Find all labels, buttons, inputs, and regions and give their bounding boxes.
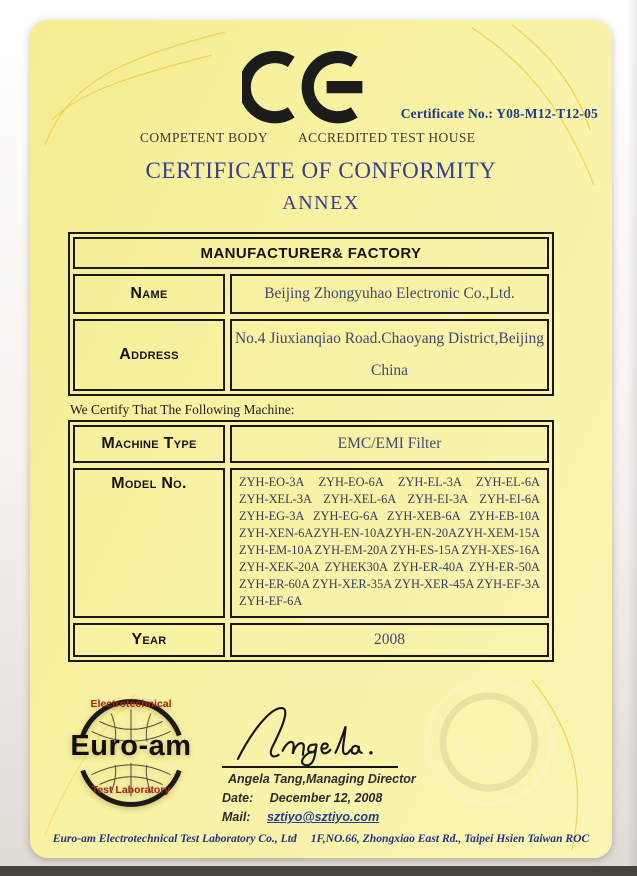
year-label: Year bbox=[131, 631, 167, 648]
competent-body-text: COMPETENT BODY bbox=[140, 130, 268, 145]
photo-edge-shade bbox=[627, 0, 637, 876]
mail-label: Mail: bbox=[222, 810, 251, 824]
badge-name-text: Euro-am bbox=[70, 730, 192, 762]
photo-bottom-strip bbox=[0, 866, 637, 876]
accredited-test-house-text: ACCREDITED TEST HOUSE bbox=[297, 130, 476, 145]
model-line bbox=[239, 474, 540, 491]
date-value: December 12, 2008 bbox=[269, 791, 383, 805]
document-title: CERTIFICATE OF CONFORMITY bbox=[145, 158, 497, 183]
model-number: ZYH-XEB-6A bbox=[386, 509, 461, 523]
model-label-cell bbox=[73, 468, 225, 618]
model-number: ZYH-EB-10A bbox=[469, 509, 540, 523]
model-line bbox=[239, 491, 540, 508]
year-value-cell bbox=[230, 623, 549, 657]
model-line bbox=[239, 593, 540, 610]
model-label: Model No. bbox=[111, 475, 187, 492]
model-number: ZYH-EM-20A bbox=[314, 543, 389, 557]
model-number: ZYH-XER-35A bbox=[312, 577, 393, 591]
model-number: ZYH-XEK-20A bbox=[239, 560, 320, 574]
machine-type-value-cell bbox=[230, 425, 549, 463]
signature-line bbox=[222, 766, 398, 768]
model-number: ZYH-EG-3A bbox=[239, 509, 305, 523]
certify-statement: We Certify That The Following Machine: bbox=[70, 402, 295, 417]
address-label: Address bbox=[119, 346, 179, 363]
model-lines bbox=[230, 468, 549, 618]
footer-address: 1F,NO.66, Zhongxiao East Rd., Taipei Hsien Taiwan ROC bbox=[310, 832, 590, 845]
model-number: ZYH-EF-3A bbox=[476, 577, 540, 591]
mail-address: sztiyo@sztiyo.com bbox=[266, 810, 380, 824]
year-label-cell bbox=[73, 623, 225, 657]
machine-type-label-cell bbox=[73, 425, 225, 463]
model-number: ZYH-EF-6A bbox=[239, 594, 303, 608]
certificate-number-value: Y08-M12-T12-05 bbox=[496, 106, 598, 121]
red-embossed-seal-icon bbox=[405, 658, 573, 826]
model-number: ZYH-EM-10A bbox=[239, 543, 313, 557]
model-number: ZYH-EI-6A bbox=[479, 492, 540, 506]
model-number: ZYH-EG-6A bbox=[312, 509, 379, 523]
manufacturer-header-text: MANUFACTURER& FACTORY bbox=[200, 244, 422, 262]
model-number: ZYH-ER-40A bbox=[393, 560, 464, 574]
name-label-cell bbox=[73, 274, 225, 314]
euro-am-badge-icon bbox=[52, 672, 210, 834]
model-number: ZYH-XER-45A bbox=[394, 577, 475, 591]
address-line-2: China bbox=[370, 362, 409, 379]
model-number: ZYH-ER-50A bbox=[469, 560, 540, 574]
certificate-number bbox=[401, 106, 598, 122]
machine-type-label: Machine Type bbox=[101, 435, 197, 452]
model-number: ZYH-EL-3A bbox=[397, 475, 462, 489]
model-line bbox=[239, 508, 540, 525]
model-line bbox=[239, 576, 540, 593]
footer-company-address bbox=[30, 832, 612, 845]
ce-mark-icon bbox=[242, 44, 368, 134]
certificate-page bbox=[30, 20, 612, 858]
accreditation-line bbox=[140, 130, 505, 146]
model-number: ZYH-XEM-15A bbox=[457, 526, 540, 540]
model-line bbox=[239, 559, 540, 576]
model-number: ZYH-EN-10A bbox=[313, 526, 386, 540]
document-subtitle: ANNEX bbox=[282, 192, 360, 214]
model-number: ZYH-EO-3A bbox=[239, 475, 305, 489]
model-number: ZYH-EL-6A bbox=[475, 475, 540, 489]
machine-type-value: EMC/EMI Filter bbox=[337, 435, 442, 452]
name-value: Beijing Zhongyuhao Electronic Co.,Ltd. bbox=[264, 285, 515, 302]
handwritten-signature-icon bbox=[230, 700, 386, 766]
certificate-number-label: Certificate No.: bbox=[400, 106, 494, 121]
model-number: ZYH-XEN-6A bbox=[239, 526, 314, 540]
model-number: ZYH-XEL-6A bbox=[323, 492, 397, 506]
name-label: Name bbox=[130, 285, 168, 302]
model-number: ZYHEK30A bbox=[324, 560, 388, 574]
machine-table bbox=[68, 420, 554, 662]
model-number: ZYH-EN-20A bbox=[385, 526, 458, 540]
model-line bbox=[239, 525, 540, 542]
name-value-cell bbox=[230, 274, 549, 314]
badge-top-text: Electrotechnical bbox=[90, 698, 172, 710]
address-label-cell bbox=[73, 319, 225, 391]
manufacturer-table bbox=[68, 232, 554, 396]
model-number: ZYH-XEL-3A bbox=[239, 492, 312, 506]
footer-company: Euro-am Electrotechnical Test Laboratory Co., Ltd bbox=[52, 832, 297, 845]
badge-bottom-text: Test Laboratory bbox=[91, 784, 171, 796]
manufacturer-table-header-cell bbox=[73, 237, 549, 269]
year-value: 2008 bbox=[374, 631, 405, 648]
date-line bbox=[222, 791, 382, 805]
address-value-cell bbox=[230, 319, 549, 391]
model-number: ZYH-ER-60A bbox=[239, 577, 310, 591]
model-number: ZYH-EI-3A bbox=[407, 492, 469, 506]
signatory-name: Angela Tang,Managing Director bbox=[228, 772, 416, 786]
mail-line bbox=[222, 810, 379, 824]
model-number: ZYH-ES-15A bbox=[390, 543, 460, 557]
date-label: Date: bbox=[222, 791, 254, 805]
address-line-1: No.4 Jiuxianqiao Road.Chaoyang District,Beijing bbox=[234, 330, 545, 347]
model-number: ZYH-EO-6A bbox=[318, 475, 384, 489]
model-number: ZYH-XES-16A bbox=[461, 543, 540, 557]
model-line bbox=[239, 542, 540, 559]
